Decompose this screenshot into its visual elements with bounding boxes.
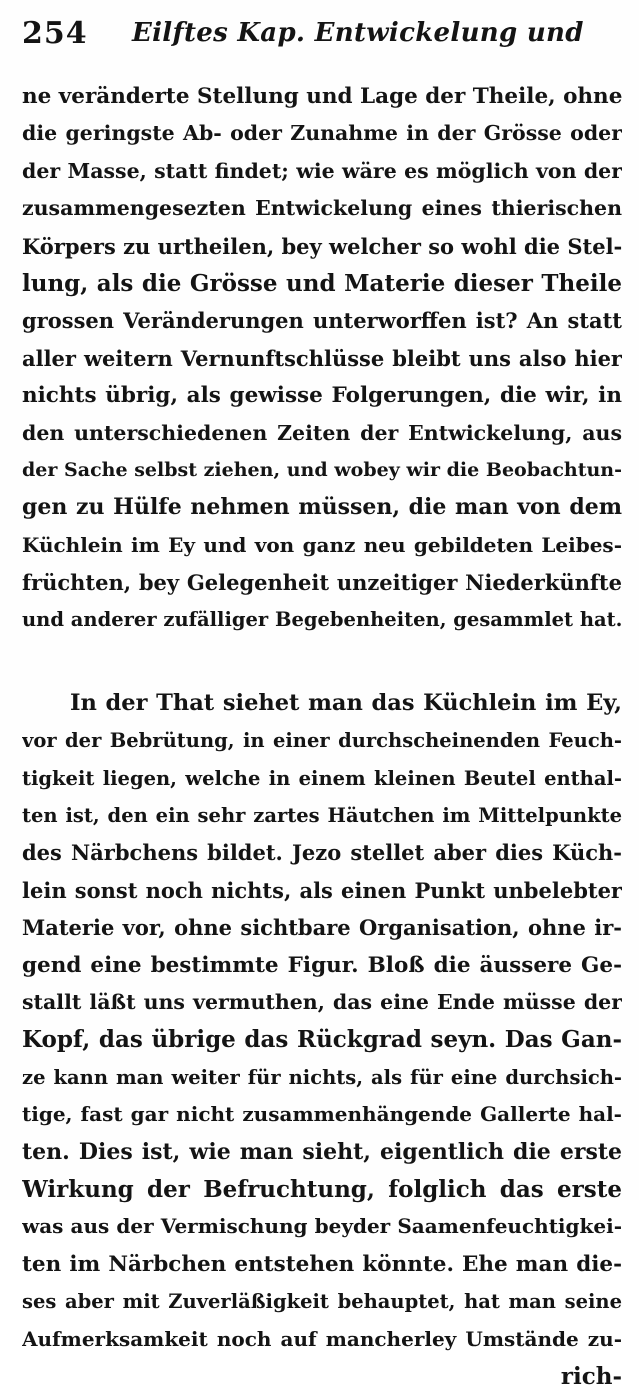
text-line: ten ist, den ein sehr zartes Häutchen im Mittelpunkte <box>22 804 622 828</box>
paragraph-gap <box>22 639 622 685</box>
text-line: Aufmerksamkeit noch auf mancherley Umstände zu- <box>22 1326 622 1351</box>
text-line: ses aber mit Zuverläßigkeit behauptet, hat man seine <box>22 1290 622 1314</box>
text-line: früchten, bey Gelegenheit unzeitiger Niederkünfte <box>22 570 622 596</box>
text-line: lung, als die Grösse und Materie dieser Theile <box>22 269 622 297</box>
paragraph-2 <box>22 685 622 1358</box>
text-line: die geringste Ab- oder Zunahme in der Grösse oder <box>22 121 622 146</box>
paragraph-1 <box>22 78 622 639</box>
text-line: ne veränderte Stellung und Lage der Theile, ohne <box>22 84 622 109</box>
text-line: gend eine bestimmte Figur. Bloß die äussere Ge- <box>22 952 622 978</box>
text-line: des Närbchens bildet. Jezo stellet aber dies Küch- <box>22 840 622 866</box>
text-line: ze kann man weiter für nichts, als für eine durchsich- <box>22 1065 622 1089</box>
text-line: gen zu Hülfe nehmen müssen, die man von dem <box>22 494 622 521</box>
text-line: Wirkung der Befruchtung, folglich das erste <box>22 1175 622 1203</box>
text-line: ten. Dies ist, wie man sieht, eigentlich die erste <box>22 1138 622 1165</box>
text-line: was aus der Vermischung beyder Saamenfeuchtigkei- <box>22 1214 622 1239</box>
page-number: 254 <box>22 16 88 51</box>
text-line: stallt läßt uns vermuthen, das eine Ende müsse der <box>22 989 622 1014</box>
text-line: lein sonst noch nichts, als einen Punkt unbelebter <box>22 877 622 903</box>
text-line: grossen Veränderungen unterworffen ist? An statt <box>22 308 622 334</box>
body-text <box>22 78 622 1395</box>
text-line: Materie vor, ohne sichtbare Organisation, ohne ir- <box>22 915 622 941</box>
text-line: Körpers zu urtheilen, bey welcher so wohl die Stel- <box>22 233 622 259</box>
text-line: und anderer zufälliger Begebenheiten, gesammlet hat. <box>22 608 622 632</box>
text-line: tigkeit liegen, welche in einem kleinen Beutel enthal- <box>22 766 622 790</box>
text-line: der Sache selbst ziehen, und wobey wir die Beobachtun- <box>22 458 622 481</box>
text-line: Kopf, das übrige das Rückgrad seyn. Das Gan- <box>22 1026 622 1054</box>
text-line: ten im Närbchen entstehen könnte. Ehe man die- <box>22 1251 622 1277</box>
text-line: vor der Bebrütung, in einer durchscheinenden Feuch- <box>22 729 622 753</box>
text-line: den unterschiedenen Zeiten der Entwickelung, aus <box>22 420 622 445</box>
running-head: Eilftes Kap. Entwickelung und <box>132 18 584 48</box>
text-line: nichts übrig, als gewisse Folgerungen, die wir, in <box>22 383 622 409</box>
page-header <box>22 8 621 64</box>
text-line: aller weitern Vernunftschlüsse bleibt uns also hier <box>22 345 622 371</box>
catchword: rich- <box>560 1362 622 1390</box>
text-line: Küchlein im Ey und von ganz neu gebildeten Leibes- <box>22 532 622 557</box>
text-line: zusammengesezten Entwickelung eines thierischen <box>22 196 622 221</box>
text-line: tige, fast gar nicht zusammenhängende Gallerte hal- <box>22 1102 622 1127</box>
text-line: der Masse, statt findet; wie wäre es möglich von der <box>22 158 622 183</box>
text-line: In der That siehet man das Küchlein im Ey, <box>70 689 622 716</box>
